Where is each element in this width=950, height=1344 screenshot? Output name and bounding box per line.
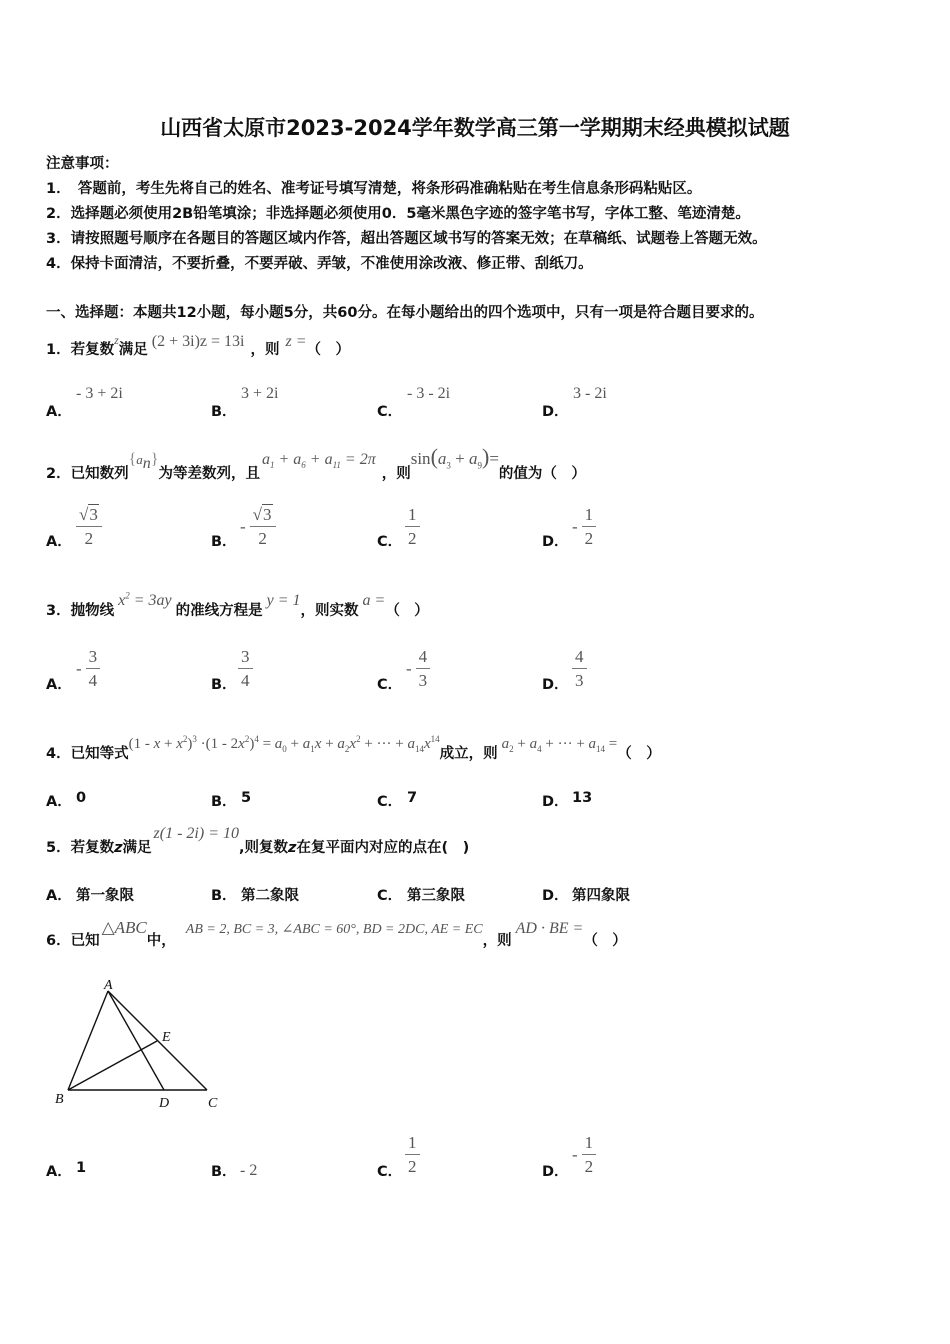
q1-text-2: 满足 bbox=[118, 342, 148, 358]
q2-option-a: $\frac{√3}{2}$ bbox=[76, 506, 102, 547]
q1-var: z bbox=[114, 333, 119, 347]
q6-d-den: 2 bbox=[584, 1157, 594, 1176]
q1-text-3: ，则 bbox=[250, 342, 280, 358]
question-3: 3．抛物线$x^2 = 3ay$的准线方程是y = 1，则实数a =（ ） bbox=[46, 590, 429, 619]
q3-label-d: D． bbox=[542, 677, 569, 693]
q2-label-b: B． bbox=[211, 534, 237, 550]
q4-option-b: 5 bbox=[241, 790, 252, 806]
q1-text: 1．若复数 bbox=[46, 342, 115, 358]
q6-label-b: B． bbox=[211, 1164, 237, 1180]
q4-label-a: A． bbox=[46, 794, 72, 810]
q5-option-d: 第四象限 bbox=[572, 888, 630, 904]
q5-text-2: 满足 bbox=[122, 840, 152, 856]
vertex-e-label: E bbox=[162, 1030, 171, 1045]
q3-option-d bbox=[572, 648, 587, 689]
q1-expr: (2 + 3i)z = 13i bbox=[151, 333, 245, 350]
q2-b-den: 2 bbox=[258, 529, 267, 548]
q3-text: 3．抛物线 bbox=[46, 603, 115, 619]
question-1 bbox=[46, 330, 350, 358]
q2-a-den: 2 bbox=[84, 529, 94, 548]
q2-label-c: C． bbox=[377, 534, 403, 550]
q5-label-d: D． bbox=[542, 888, 569, 904]
q2-d-neg: - bbox=[572, 516, 578, 536]
vertex-d-label: D bbox=[159, 1096, 170, 1111]
q3-var: a = bbox=[362, 592, 386, 609]
q6-text-2: 中， bbox=[146, 933, 176, 949]
question-5 bbox=[46, 822, 470, 856]
notice-item-1: 1． 答题前，考生先将自己的姓名、准考证号填写清楚，将条形码准确粘贴在考生信息条形码粘贴区。 bbox=[46, 181, 702, 197]
q6-c-den: 2 bbox=[408, 1157, 417, 1176]
q1-option-c: - 3 - 2i bbox=[407, 385, 451, 402]
q5-var: z bbox=[114, 840, 123, 856]
q1-label-c: C． bbox=[377, 404, 403, 420]
q3-option-a bbox=[76, 648, 100, 689]
q3-c-den: 3 bbox=[418, 671, 428, 690]
q3-option-b bbox=[238, 648, 253, 689]
q3-text-3: ，则实数 bbox=[300, 603, 359, 619]
q6-option-a: 1 bbox=[76, 1160, 87, 1176]
q6-option-b: - 2 bbox=[240, 1162, 258, 1179]
q6-triangle: △ABC bbox=[101, 918, 147, 937]
q5-var-2: z bbox=[288, 840, 297, 856]
q1-label-b: B． bbox=[211, 404, 237, 420]
q6-d-neg: - bbox=[572, 1144, 578, 1164]
q4-option-d: 13 bbox=[572, 790, 593, 806]
q2-b-neg: - bbox=[240, 516, 246, 536]
vertex-c-label: C bbox=[208, 1096, 218, 1111]
q2-a-num: 3 bbox=[89, 505, 98, 524]
question-6 bbox=[46, 917, 627, 949]
q6-label-a: A． bbox=[46, 1164, 72, 1180]
q2-option-d bbox=[572, 506, 596, 547]
q5-label-a: A． bbox=[46, 888, 72, 904]
q6-d-num: 1 bbox=[582, 1134, 597, 1155]
q6-text: 6．已知 bbox=[46, 933, 100, 949]
q6-c-num: 1 bbox=[405, 1134, 420, 1155]
triangle-figure bbox=[50, 975, 240, 1119]
q2-c-den: 2 bbox=[408, 529, 417, 548]
q3-b-num: 3 bbox=[238, 648, 253, 669]
q2-d-num: 1 bbox=[582, 506, 597, 527]
q4-label-d: D． bbox=[542, 794, 569, 810]
q5-label-c: C． bbox=[377, 888, 403, 904]
q2-seq-sub: n bbox=[142, 455, 151, 473]
q2-d-den: 2 bbox=[584, 529, 594, 548]
question-4: 4．已知等式$(1 - x + x^2)^3 \cdot(1 - 2x^2)^4 = a_0 + a_1x + a_2x^2$ + ··· + $a_{14}x^{14}$成立，则$a_2 + a_4$ + ··· + $a_{14}$ =（ ） bbox=[46, 734, 661, 762]
q5-text: 5．若复数 bbox=[46, 840, 115, 856]
q6-label-d: D． bbox=[542, 1164, 569, 1180]
q6-option-c bbox=[405, 1134, 420, 1175]
q5-text-4: 在复平面内对应的点在( ) bbox=[296, 840, 470, 856]
q6-option-d bbox=[572, 1134, 596, 1175]
q5-option-c: 第三象限 bbox=[407, 888, 465, 904]
q3-text-2: 的准线方程是 bbox=[175, 603, 263, 619]
q2-text-2: 为等差数列，且 bbox=[158, 466, 260, 482]
q6-label-c: C． bbox=[377, 1164, 403, 1180]
q4-text-2: 成立，则 bbox=[439, 746, 498, 762]
q3-line: y = 1 bbox=[266, 592, 301, 609]
q6-cond: AB = 2, BC = 3, ∠ABC = 60°, BD = 2DC, AE = EC bbox=[185, 922, 483, 937]
q2-c-num: 1 bbox=[405, 506, 420, 527]
q1-label-a: A． bbox=[46, 404, 72, 420]
q2-text-4: 的值为（ ） bbox=[498, 466, 586, 482]
q6-text-3: ，则 bbox=[482, 933, 512, 949]
section-heading: 一、选择题：本题共12小题，每小题5分，共60分。在每小题给出的四个选项中，只有一项是符合题目要求的。 bbox=[46, 305, 764, 321]
q3-b-den: 4 bbox=[241, 671, 250, 690]
q3-c-num: 4 bbox=[416, 648, 431, 669]
q2-b-num: 3 bbox=[263, 505, 272, 524]
q2-option-b: - $\frac{√3}{2}$ bbox=[240, 506, 276, 547]
q6-expr: AD · BE = bbox=[515, 920, 584, 937]
q3-label-b: B． bbox=[211, 677, 237, 693]
q4-text: 4．已知等式 bbox=[46, 746, 129, 762]
q5-option-a: 第一象限 bbox=[76, 888, 134, 904]
q1-option-d: 3 - 2i bbox=[573, 385, 607, 402]
q4-option-a: 0 bbox=[76, 790, 87, 806]
notice-item-3: 3．请按照题号顺序在各题目的答题区域内作答，超出答题区域书写的答案无效；在草稿纸、试题卷上答题无效。 bbox=[46, 231, 767, 247]
page-title: 山西省太原市2023-2024学年数学高三第一学期期末经典模拟试题 bbox=[160, 116, 790, 140]
q3-label-a: A． bbox=[46, 677, 72, 693]
q4-label-b: B． bbox=[211, 794, 237, 810]
q2-text: 2．已知数列 bbox=[46, 466, 129, 482]
notice-item-4: 4．保持卡面清洁，不要折叠，不要弄破、弄皱，不准使用涂改液、修正带、刮纸刀。 bbox=[46, 256, 593, 272]
q2-label-d: D． bbox=[542, 534, 569, 550]
q1-option-b: 3 + 2i bbox=[241, 385, 279, 402]
q2-seq: a bbox=[136, 452, 143, 467]
q5-expr: z(1 - 2i) = 10 bbox=[153, 825, 239, 842]
q3-c-neg: - bbox=[406, 658, 412, 678]
q3-d-num: 4 bbox=[572, 648, 587, 669]
q5-label-b: B． bbox=[211, 888, 237, 904]
q1-var-2: z = bbox=[285, 333, 307, 350]
question-2: 2．已知数列$\{a_n\}$为等差数列，且$a_1 + a_6 + a_{11} = 2\pi$，则$\sin(a_3 + a_9)=$的值为（ ） bbox=[46, 444, 586, 482]
notice-item-2: 2．选择题必须使用2B铅笔填涂；非选择题必须使用0．5毫米黑色字迹的签字笔书写，字体工整、笔迹清楚。 bbox=[46, 206, 750, 222]
q4-label-c: C． bbox=[377, 794, 403, 810]
q3-label-c: C． bbox=[377, 677, 403, 693]
q3-d-den: 3 bbox=[575, 671, 584, 690]
q4-option-c: 7 bbox=[407, 790, 418, 806]
q5-text-3: ,则复数 bbox=[239, 840, 289, 856]
q6-text-4: （ ） bbox=[583, 933, 627, 949]
q4-text-3: （ ） bbox=[617, 746, 661, 762]
q3-a-num: 3 bbox=[86, 648, 101, 669]
q2-option-c bbox=[405, 506, 420, 547]
vertex-a-label: A bbox=[104, 978, 113, 993]
q3-a-neg: - bbox=[76, 658, 82, 678]
q3-option-c bbox=[406, 648, 430, 689]
q3-a-den: 4 bbox=[88, 671, 98, 690]
q3-text-4: （ ） bbox=[385, 603, 429, 619]
q1-text-4: （ ） bbox=[306, 342, 350, 358]
q2-label-a: A． bbox=[46, 534, 72, 550]
q5-option-b: 第二象限 bbox=[241, 888, 299, 904]
q1-label-d: D． bbox=[542, 404, 569, 420]
q2-text-3: ，则 bbox=[381, 466, 411, 482]
notice-heading: 注意事项： bbox=[46, 156, 119, 172]
q1-option-a: - 3 + 2i bbox=[76, 385, 123, 402]
vertex-b-label: B bbox=[55, 1092, 64, 1107]
